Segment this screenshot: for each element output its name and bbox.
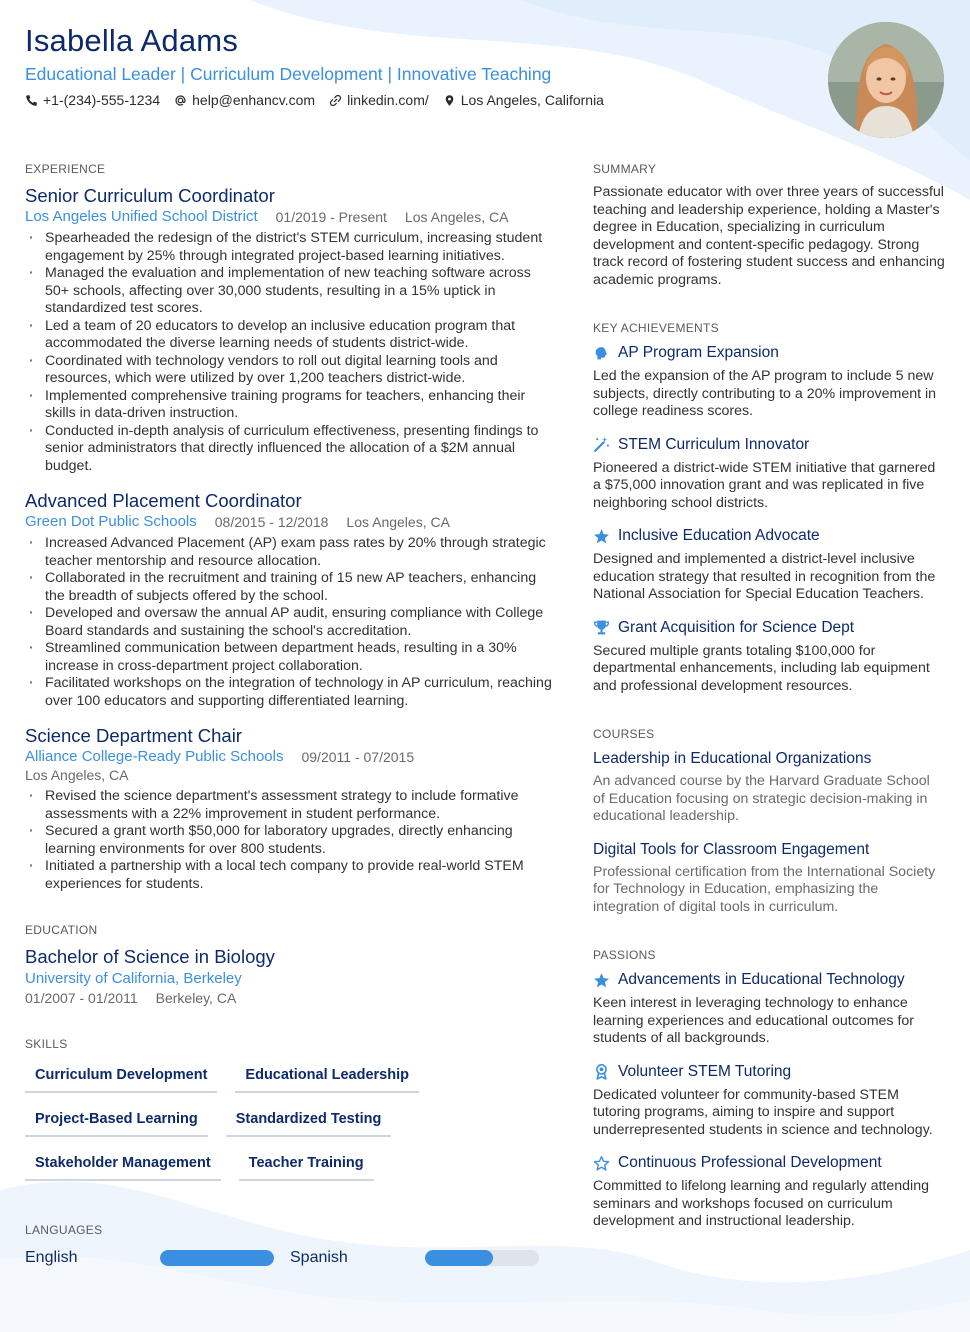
- achievement-item: [593, 343, 945, 421]
- passions-heading: PASSIONS: [593, 948, 656, 962]
- skill-tag: Standardized Testing: [226, 1105, 392, 1137]
- language-item: [290, 1249, 555, 1267]
- skill-tag: Stakeholder Management: [25, 1149, 221, 1181]
- bullet-item: · Initiated a partnership with a local tech company to provide real-world STEM experiences for students.: [25, 858, 555, 893]
- achievement-item: [593, 526, 945, 604]
- contact-linkedin[interactable]: [329, 90, 429, 110]
- job-meta: [25, 513, 555, 531]
- course-desc: An advanced course by the Harvard Graduate School of Education focusing on strategic decision-making in educational leadership.: [593, 773, 930, 824]
- contact-email[interactable]: [174, 90, 315, 110]
- left-column: [25, 160, 555, 1267]
- bullet-item: · Revised the science department's assessment strategy to include formative assessments with a 22% improvement in student performance.: [25, 788, 555, 823]
- achievement-desc: Designed and implemented a district-level inclusive education strategy that resulted in recognition from the National Association for Special Education Teachers.: [593, 551, 936, 602]
- contact-email-text: help@enhancv.com: [192, 92, 316, 108]
- bullet-item: · Spearheaded the redesign of the district's STEM curriculum, increasing student engagement by 25% through integrated project-based learning initiatives.: [25, 230, 555, 265]
- education-school: University of California, Berkeley: [25, 970, 242, 987]
- language-name: Spanish: [290, 1249, 348, 1266]
- job-entry: [25, 184, 555, 475]
- skill-tag: Project-Based Learning: [25, 1105, 208, 1137]
- brain-icon: [593, 345, 610, 362]
- passion-title: Continuous Professional Development: [618, 1154, 882, 1171]
- language-item: [25, 1249, 290, 1267]
- bullet-item: · Conducted in-depth analysis of curriculum effectiveness, presenting findings to senior administrators that directly influenced the allocation of a $2M annual budget.: [25, 423, 555, 476]
- achievement-title: Inclusive Education Advocate: [618, 527, 820, 544]
- job-meta-location: [25, 766, 555, 784]
- job-title: Science Department Chair: [25, 725, 242, 746]
- job-entry: [25, 724, 555, 893]
- job-meta: [25, 208, 555, 226]
- job-dates: 08/2015 - 12/2018: [214, 514, 329, 530]
- skill-tag: Educational Leadership: [235, 1061, 419, 1093]
- at-sign-icon: [174, 94, 187, 107]
- contact-linkedin-text: linkedin.com/: [347, 92, 429, 108]
- phone-icon: [25, 94, 38, 107]
- courses-heading: COURSES: [593, 727, 655, 741]
- achievement-title: Grant Acquisition for Science Dept: [618, 618, 855, 636]
- right-column: [593, 160, 945, 1231]
- contact-phone[interactable]: [25, 90, 160, 110]
- job-location: Los Angeles, CA: [25, 767, 129, 783]
- job-bullets: [25, 535, 555, 710]
- candidate-title: Educational Leader | Curriculum Development | Innovative Teaching: [25, 64, 552, 84]
- education-heading: EDUCATION: [25, 923, 98, 937]
- candidate-name: Isabella Adams: [25, 23, 239, 58]
- achievement-item: [593, 618, 945, 696]
- job-dates: 09/2011 - 07/2015: [301, 749, 415, 765]
- bullet-item: · Facilitated workshops on the integration of technology in AP curriculum, reaching over 100 educators and supporting differentiated learning.: [25, 675, 555, 710]
- achievement-title: AP Program Expansion: [618, 344, 779, 361]
- languages-heading: LANGUAGES: [25, 1223, 103, 1237]
- skill-tag: Curriculum Development: [25, 1061, 217, 1093]
- contact-row: [25, 90, 805, 110]
- job-organization: Green Dot Public Schools: [25, 513, 197, 530]
- contact-phone-text: +1-(234)-555-1234: [43, 92, 161, 108]
- passion-desc: Dedicated volunteer for community-based STEM tutoring programs, aiming to inspire and support underrepresented students in science and technology.: [593, 1086, 933, 1138]
- contact-location-text: Los Angeles, California: [460, 92, 604, 108]
- achievements-heading: KEY ACHIEVEMENTS: [593, 321, 719, 335]
- education-location: Berkeley, CA: [155, 990, 237, 1006]
- summary-text: Passionate educator with over three years of successful teaching and leadership experience, holding a Master's degree in Education, specializing in curriculum development and content-specific pedagogy. Strong track record of fostering student success and enhancing academic programs.: [593, 184, 945, 288]
- star-outline-icon: [593, 1155, 610, 1172]
- job-location: Los Angeles, CA: [346, 514, 450, 530]
- languages-list: [25, 1249, 555, 1267]
- location-pin-icon: [443, 94, 456, 107]
- bullet-item: · Collaborated in the recruitment and training of 15 new AP teachers, enhancing the breadth of subjects offered by the school.: [25, 570, 555, 605]
- passion-title: Advancements in Educational Technology: [618, 971, 905, 988]
- magic-wand-icon: [593, 436, 610, 453]
- achievement-item: [593, 435, 945, 513]
- job-organization: Alliance College-Ready Public Schools: [25, 748, 284, 765]
- bullet-item: · Led a team of 20 educators to develop an inclusive education program that accommodated the diverse learning needs of students district-wide.: [25, 318, 555, 353]
- skills-heading: SKILLS: [25, 1037, 68, 1051]
- passion-item: [593, 1062, 945, 1140]
- passion-title: Volunteer STEM Tutoring: [618, 1062, 792, 1080]
- job-bullets: [25, 230, 555, 475]
- language-level-fill: [425, 1250, 493, 1266]
- bullet-item: · Implemented comprehensive training programs for teachers, enhancing their skills in data-driven instruction.: [25, 388, 555, 423]
- course-desc: Professional certification from the International Society for Technology in Education, emphasizing the integration of digital tools in curriculum.: [593, 863, 936, 915]
- job-location: Los Angeles, CA: [404, 209, 509, 225]
- bullet-item: · Streamlined communication between department heads, resulting in a 30% increase in cross-department project collaboration.: [25, 640, 555, 675]
- summary-heading: SUMMARY: [593, 162, 657, 176]
- award-ribbon-icon: [593, 1063, 610, 1080]
- job-title: Senior Curriculum Coordinator: [25, 185, 275, 206]
- resume-header: [25, 22, 805, 110]
- experience-heading: EXPERIENCE: [25, 162, 106, 176]
- bullet-item: · Managed the evaluation and implementation of new teaching software across 50+ schools, affecting over 30,000 students, resulting in a 15% uptick in standardized test scores.: [25, 265, 555, 318]
- job-dates: 01/2019 - Present: [275, 209, 387, 225]
- passion-item: [593, 1153, 945, 1231]
- language-name: English: [25, 1249, 78, 1266]
- skills-list: [25, 1061, 445, 1181]
- achievement-title: STEM Curriculum Innovator: [618, 435, 810, 453]
- language-level-bar: [425, 1250, 539, 1266]
- education-dates: 01/2007 - 01/2011: [25, 990, 138, 1006]
- link-icon: [329, 94, 342, 107]
- bullet-item: · Increased Advanced Placement (AP) exam pass rates by 20% through strategic teacher mentorship and resource allocation.: [25, 535, 555, 570]
- star-icon: [593, 972, 610, 989]
- job-bullets: [25, 788, 555, 893]
- job-organization: Los Angeles Unified School District: [25, 208, 258, 225]
- education-meta: [25, 989, 555, 1007]
- course-title: Digital Tools for Classroom Engagement: [593, 840, 870, 858]
- language-level-fill: [160, 1250, 274, 1266]
- star-icon: [593, 528, 610, 545]
- bullet-item: · Secured a grant worth $50,000 for laboratory upgrades, directly enhancing learning environments for over 800 students.: [25, 823, 555, 858]
- trophy-icon: [593, 619, 610, 636]
- passion-item: [593, 970, 945, 1048]
- achievement-desc: Pioneered a district-wide STEM initiative that garnered a $75,000 innovation grant and was replicated in five neighboring school districts.: [593, 459, 936, 511]
- bullet-item: · Developed and oversaw the annual AP audit, ensuring compliance with College Board standards and sustaining the school's accreditation.: [25, 605, 555, 640]
- achievement-desc: Led the expansion of the AP program to include 5 new subjects, directly contributing to a 20% improvement in college readiness scores.: [593, 368, 937, 419]
- education-degree: Bachelor of Science in Biology: [25, 946, 275, 967]
- job-meta: [25, 748, 555, 766]
- passion-desc: Committed to lifelong learning and regularly attending seminars and workshops focused on curriculum development and instructional leadership.: [593, 1178, 929, 1229]
- job-entry: [25, 489, 555, 710]
- profile-photo: [828, 22, 944, 138]
- contact-location: [443, 90, 604, 110]
- language-level-bar: [160, 1250, 274, 1266]
- course-title: Leadership in Educational Organizations: [593, 750, 872, 767]
- achievement-desc: Secured multiple grants totaling $100,000 for departmental enhancements, including lab equipment and professional development resources.: [593, 642, 930, 694]
- bullet-item: · Coordinated with technology vendors to roll out digital learning tools and resources, which were utilized by over 1,200 teachers district-wide.: [25, 353, 555, 388]
- job-title: Advanced Placement Coordinator: [25, 490, 302, 511]
- skill-tag: Teacher Training: [239, 1149, 374, 1181]
- passion-desc: Keen interest in leveraging technology to enhance learning experiences and educational outcomes for students of all backgrounds.: [593, 995, 914, 1046]
